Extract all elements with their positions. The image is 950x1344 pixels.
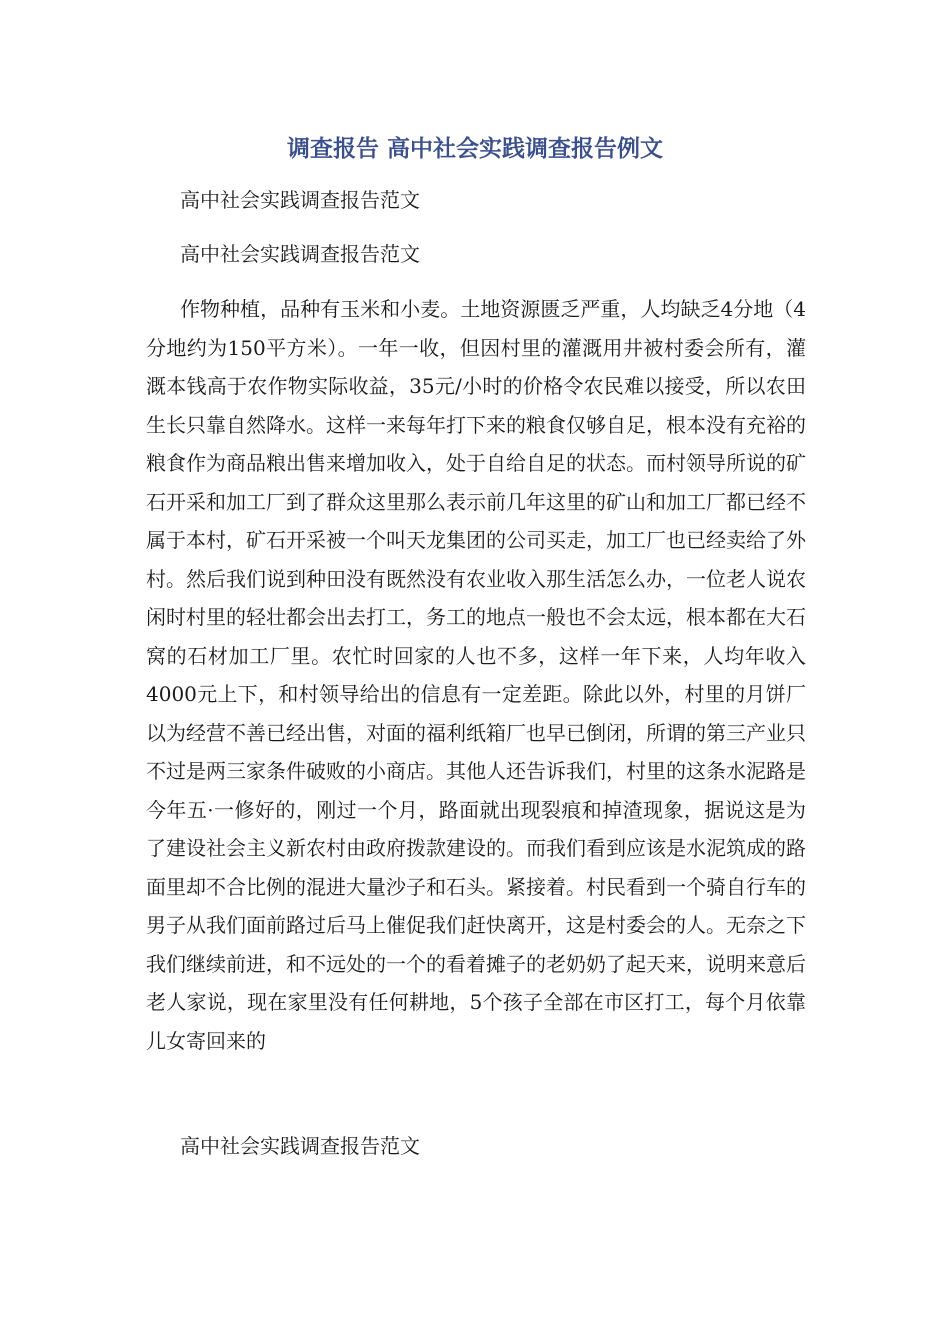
- document-title: 调查报告 高中社会实践调查报告例文: [286, 136, 663, 162]
- subtitle-third: 高中社会实践调查报告范文: [180, 1134, 420, 1158]
- subtitle-first: 高中社会实践调查报告范文: [180, 188, 420, 212]
- subtitle-second: 高中社会实践调查报告范文: [180, 242, 420, 266]
- body-paragraph: 作物种植，品种有玉米和小麦。土地资源匮乏严重，人均缺乏4分地（4分地约为150平方米）。一年一收，但因村里的灌溉用井被村委会所有，灌溉本钱高于农作物实际收益，35元/小时的价格令农民难以接受，所以农田生长只靠自然降水。这样一来每年打下来的粮食仅够自足，根本没有充裕的粮食作为商品粮出售来增加收入，处于自给自足的状态。而村领导所说的矿石开采和加工厂到了群众这里那么表示前几年这里的矿山和加工厂都已经不属于本村，矿石开采被一个叫天龙集团的公司买走，加工厂也已经卖给了外村。然后我们说到种田没有既然没有农业收入那生活怎么办，一位老人说农闲时村里的轻壮都会出去打工，务工的地点一般也不会太远，根本都在大石窝的石材加工厂里。农忙时回家的人也不多，这样一年下来，人均年收入4000元上下，和村领导给出的信息有一定差距。除此以外，村里的月饼厂以为经营不善已经出售，对面的福利纸箱厂也早已倒闭，所谓的第三产业只不过是两三家条件破败的小商店。其他人还告诉我们，村里的这条水泥路是今年五·一修好的，刚过一个月，路面就出现裂痕和掉渣现象，据说这是为了建设社会主义新农村由政府拨款建设的。而我们看到应该是水泥筑成的路面里却不合比例的混进大量沙子和石头。紧接着。村民看到一个骑自行车的男子从我们面前路过后马上催促我们赶快离开，这是村委会的人。无奈之下我们继续前进，和不远处的一个的看着摊子的老奶奶了起天来，说明来意后老人家说，现在家里没有任何耕地，5个孩子全部在市区打工，每个月依靠儿女寄回来的: [146, 297, 806, 1053]
